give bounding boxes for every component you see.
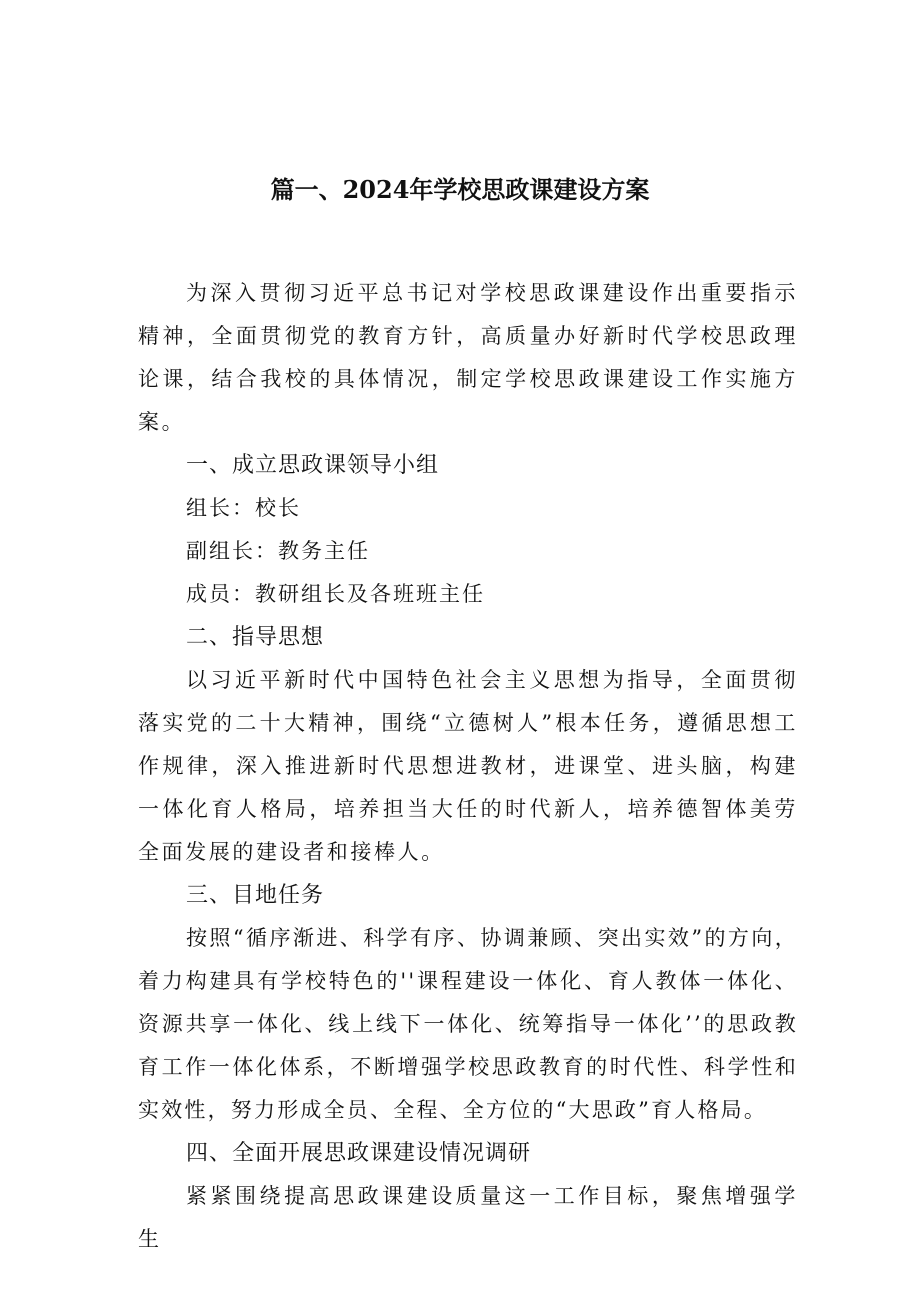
leader-line: 组长：校长 (186, 496, 301, 520)
document-title: 篇一、2024年学校思政课建设方案 (270, 175, 650, 204)
members-line: 成员：教研组长及各班班主任 (186, 582, 485, 606)
document-body (138, 272, 798, 1261)
section-heading-2: 二、指导思想 (186, 625, 325, 650)
section-heading-3: 三、目地任务 (186, 883, 325, 908)
intro-paragraph: 为深入贯彻习近平总书记对学校思政课建设作出重要指示精神，全面贯彻党的教育方针，高质量办好新时代学校思政理论课，结合我校的具体情况，制定学校思政课建设工作实施方案。 (138, 281, 798, 434)
section-3-paragraph: 按照“循序渐进、科学有序、协调兼顾、突出实效”的方向，着力构建具有学校特色的''课程建设一体化、育人教体一体化、资源共享一体化、线上线下一体化、统筹指导一体化’’的思政教育工作一体化体系，不断增强学校思政教育的时代性、科学性和实效性，努力形成全员、全程、全方位的“大思政”育人格局。 (138, 926, 798, 1122)
deputy-leader-line: 副组长：教务主任 (186, 539, 370, 563)
section-4-paragraph: 紧紧围绕提高思政课建设质量这一工作目标，聚焦增强学生 (138, 1184, 798, 1251)
section-heading-1: 一、成立思政课领导小组 (186, 453, 440, 478)
section-2-paragraph: 以习近平新时代中国特色社会主义思想为指导，全面贯彻落实党的二十大精神，围绕“立德树人”根本任务，遵循思想工作规律，深入推进新时代思想进教材，进课堂、进头脑，构建一体化育人格局，培养担当大任的时代新人，培养德智体美劳全面发展的建设者和接棒人。 (138, 668, 798, 864)
section-heading-4: 四、全面开展思政课建设情况调研 (186, 1141, 532, 1166)
